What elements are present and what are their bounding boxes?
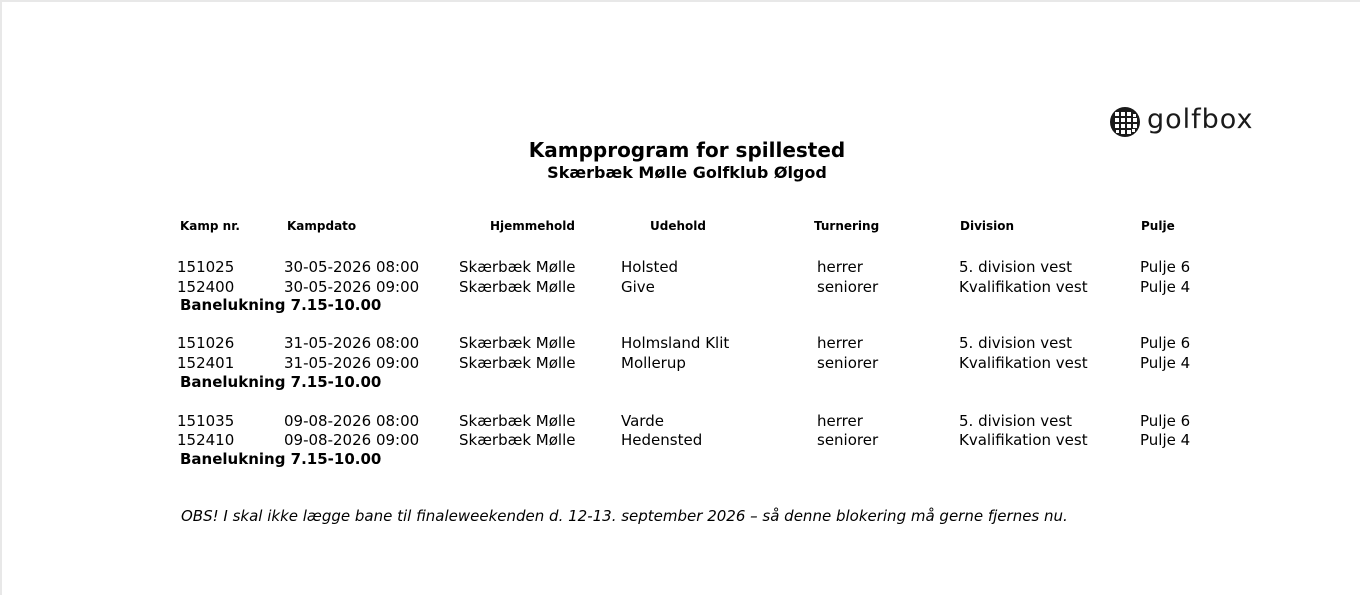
away-team: Holsted — [621, 258, 679, 276]
page-subtitle: Skærbæk Mølle Golfklub Ølgod — [547, 163, 827, 182]
away-team: Hedensted — [621, 431, 703, 449]
tournament: herrer — [817, 412, 863, 430]
header-kamp-nr: Kamp nr. — [180, 219, 240, 233]
course-closure-note: Banelukning 7.15-10.00 — [180, 373, 382, 391]
course-closure-note: Banelukning 7.15-10.00 — [180, 450, 382, 468]
tournament: seniorer — [817, 354, 879, 372]
match-number: 152410 — [177, 431, 235, 449]
pool: Pulje 6 — [1140, 412, 1191, 430]
match-date: 31-05-2026 09:00 — [284, 354, 420, 372]
obs-note: OBS! I skal ikke lægge bane til finaleweekenden d. 12-13. september 2026 – så denne blokering må gerne fjernes nu. — [181, 507, 1068, 525]
home-team: Skærbæk Mølle — [459, 412, 576, 430]
page-title: Kampprogram for spillested — [528, 138, 846, 162]
match-date: 09-08-2026 08:00 — [284, 412, 420, 430]
document-page — [2, 2, 1360, 595]
match-number: 151026 — [177, 334, 235, 352]
match-date: 30-05-2026 08:00 — [284, 258, 420, 276]
pool: Pulje 6 — [1140, 334, 1191, 352]
pool: Pulje 6 — [1140, 258, 1191, 276]
division: 5. division vest — [959, 334, 1073, 352]
header-hjemmehold: Hjemmehold — [490, 219, 575, 233]
header-division: Division — [960, 219, 1015, 233]
division: 5. division vest — [959, 412, 1073, 430]
division: Kvalifikation vest — [959, 354, 1088, 372]
pool: Pulje 4 — [1140, 431, 1191, 449]
match-date: 31-05-2026 08:00 — [284, 334, 420, 352]
pool: Pulje 4 — [1140, 354, 1191, 372]
home-team: Skærbæk Mølle — [459, 431, 576, 449]
division: 5. division vest — [959, 258, 1073, 276]
tournament: seniorer — [817, 278, 879, 296]
tournament: herrer — [817, 334, 863, 352]
away-team: Mollerup — [621, 354, 686, 372]
match-date: 30-05-2026 09:00 — [284, 278, 420, 296]
home-team: Skærbæk Mølle — [459, 258, 576, 276]
match-number: 151035 — [177, 412, 235, 430]
match-number: 152400 — [177, 278, 235, 296]
header-pulje: Pulje — [1141, 219, 1175, 233]
match-date: 09-08-2026 09:00 — [284, 431, 420, 449]
course-closure-note: Banelukning 7.15-10.00 — [180, 296, 382, 314]
golfbox-logo — [1109, 106, 1279, 140]
division: Kvalifikation vest — [959, 278, 1088, 296]
header-turnering: Turnering — [814, 219, 880, 233]
match-number: 151025 — [177, 258, 235, 276]
division: Kvalifikation vest — [959, 431, 1088, 449]
pool: Pulje 4 — [1140, 278, 1191, 296]
away-team: Give — [621, 278, 655, 296]
home-team: Skærbæk Mølle — [459, 334, 576, 352]
golfbox-ball-icon — [1109, 106, 1141, 138]
home-team: Skærbæk Mølle — [459, 354, 576, 372]
away-team: Varde — [621, 412, 664, 430]
golfbox-logo-text: golfbox — [1147, 104, 1254, 135]
away-team: Holmsland Klit — [621, 334, 730, 352]
match-number: 152401 — [177, 354, 235, 372]
tournament: seniorer — [817, 431, 879, 449]
home-team: Skærbæk Mølle — [459, 278, 576, 296]
header-kampdato: Kampdato — [287, 219, 357, 233]
tournament: herrer — [817, 258, 863, 276]
header-udehold: Udehold — [650, 219, 706, 233]
